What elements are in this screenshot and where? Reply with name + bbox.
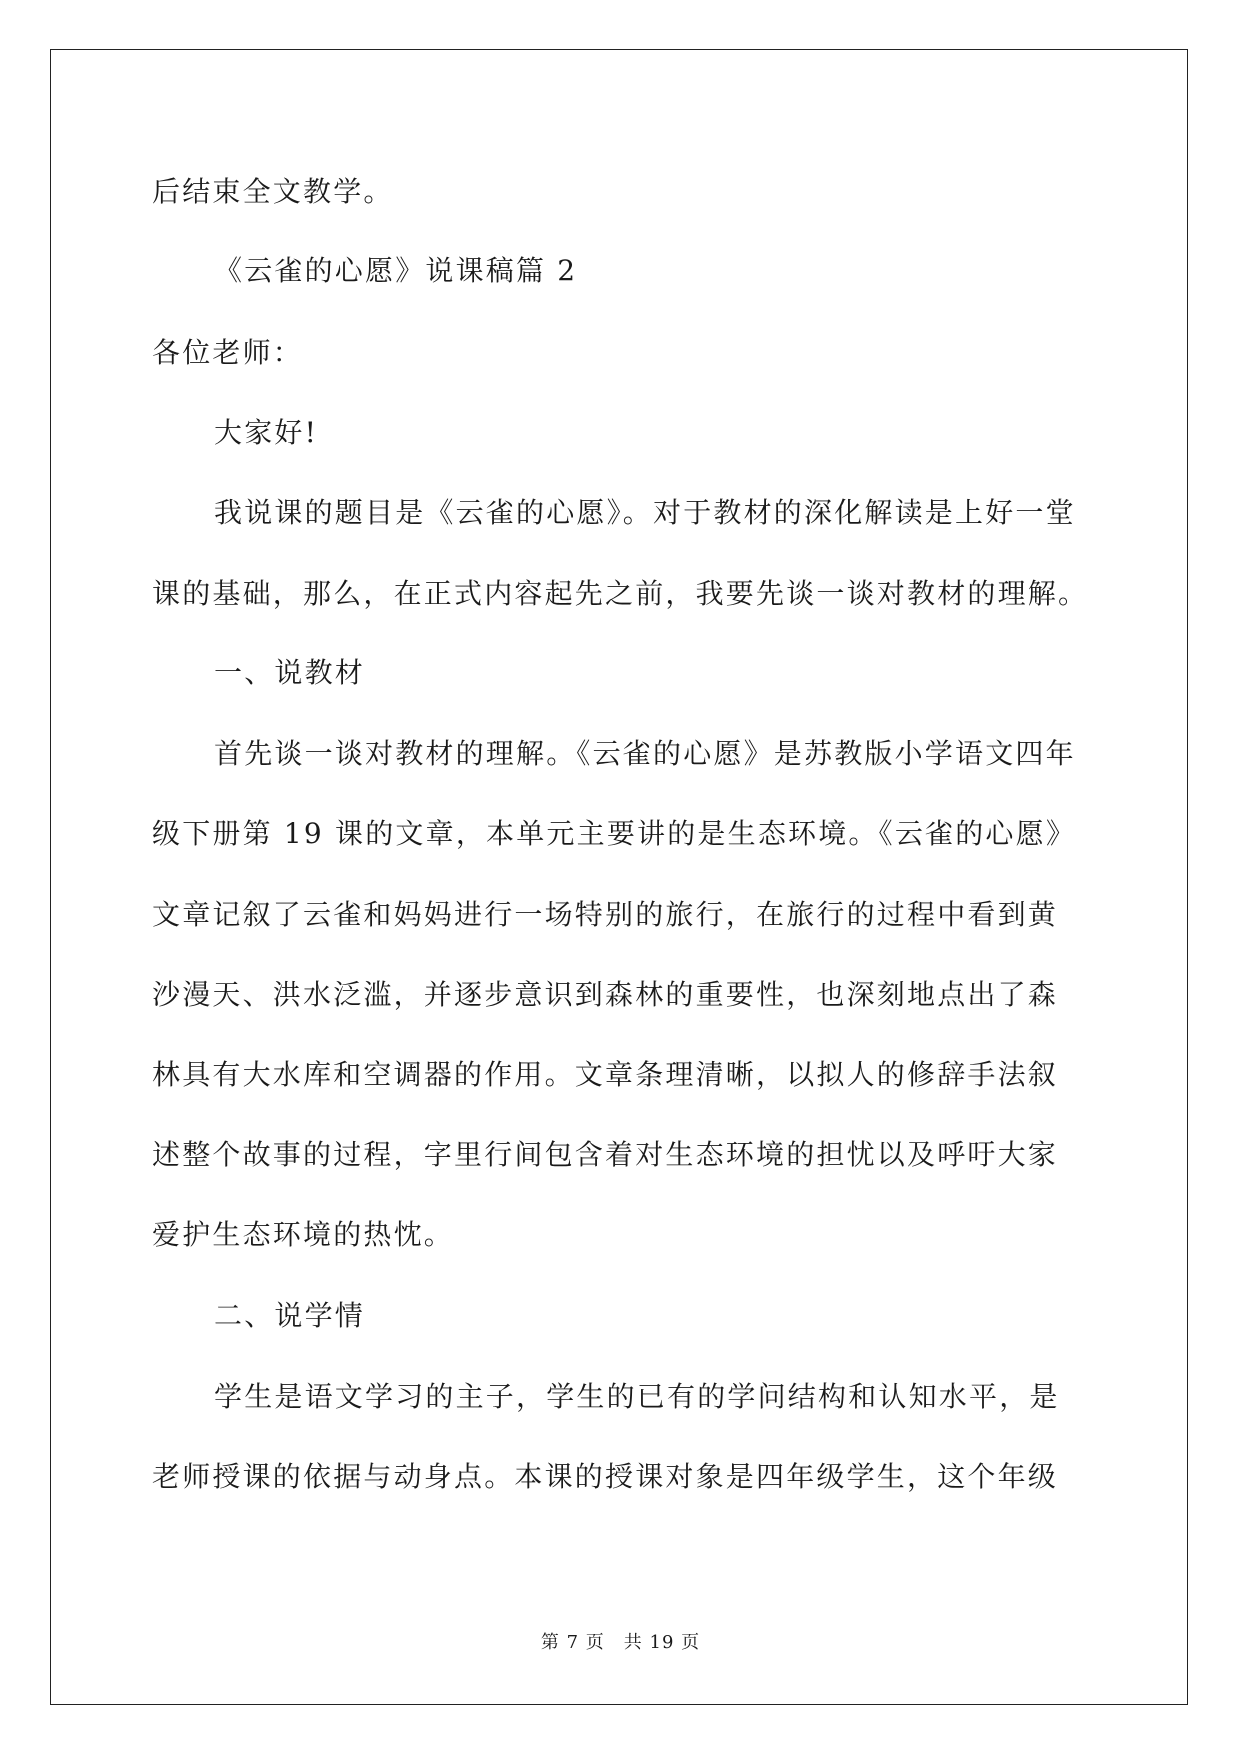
section-heading: 《云雀的心愿》说课稿篇 2 [214, 254, 578, 287]
greeting: 大家好! [214, 416, 319, 449]
salutation: 各位老师： [152, 336, 304, 369]
paragraph-line: 老师授课的依据与动身点。本课的授课对象是四年级学生，这个年级 [152, 1460, 1059, 1493]
paragraph-line: 课的基础，那么，在正式内容起先之前，我要先谈一谈对教材的理解。 [152, 577, 1089, 610]
page-footer: 第 7 页 共 19 页 [540, 1632, 701, 1653]
paragraph-line: 沙漫天、洪水泛滥，并逐步意识到森林的重要性，也深刻地点出了森 [152, 978, 1059, 1011]
paragraph-line: 级下册第 19 课的文章，本单元主要讲的是生态环境。《云雀的心愿》 [152, 817, 1077, 850]
paragraph-line: 后结束全文教学。 [152, 175, 394, 208]
paragraph-line: 首先谈一谈对教材的理解。《云雀的心愿》是苏教版小学语文四年 [214, 737, 1076, 770]
paragraph-line: 文章记叙了云雀和妈妈进行一场特别的旅行，在旅行的过程中看到黄 [152, 898, 1059, 931]
paragraph-line: 我说课的题目是《云雀的心愿》。对于教材的深化解读是上好一堂 [214, 496, 1076, 529]
paragraph-line: 述整个故事的过程，字里行间包含着对生态环境的担忧以及呼吁大家 [152, 1138, 1059, 1171]
section-heading: 二、说学情 [214, 1299, 366, 1332]
section-heading: 一、说教材 [214, 656, 366, 689]
paragraph-line: 爱护生态环境的热忱。 [152, 1218, 455, 1251]
paragraph-line: 学生是语文学习的主子，学生的已有的学问结构和认知水平，是 [214, 1380, 1060, 1413]
paragraph-line: 林具有大水库和空调器的作用。文章条理清晰，以拟人的修辞手法叙 [152, 1058, 1059, 1091]
